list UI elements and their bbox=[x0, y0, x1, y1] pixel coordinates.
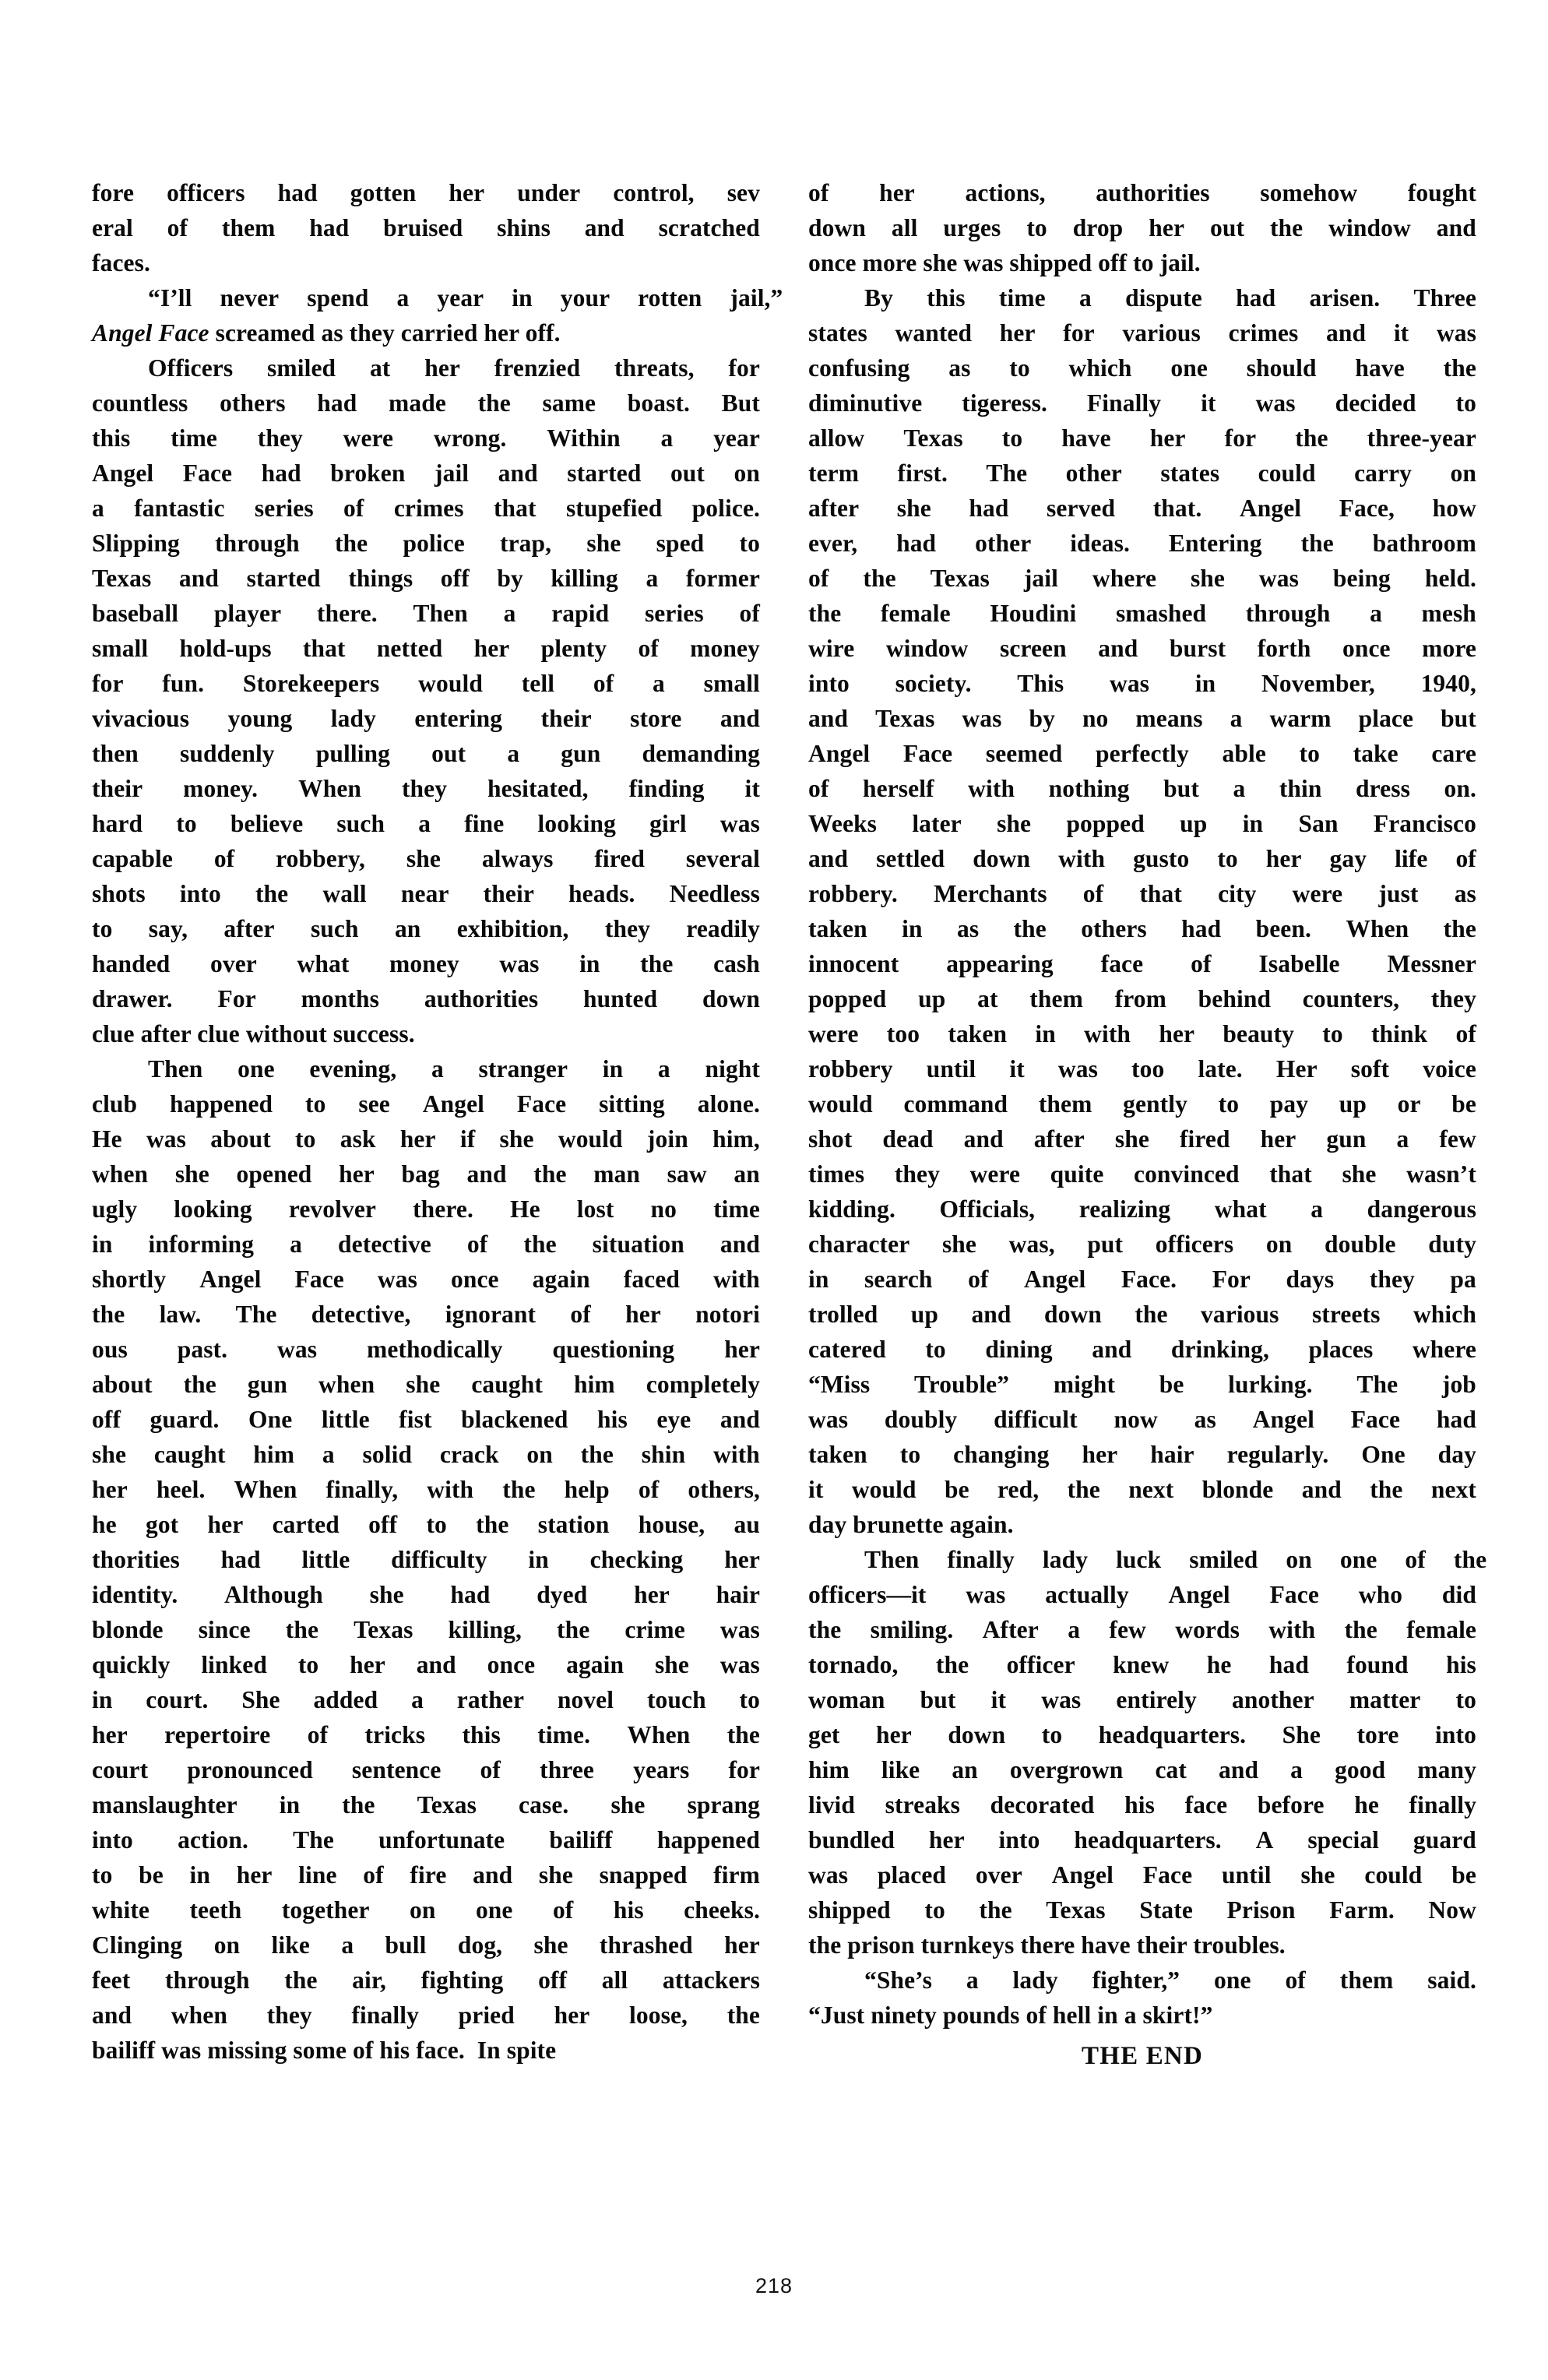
text-line: of herself with nothing but a thin dress on. bbox=[808, 775, 1476, 802]
text-line: Then finally lady luck smiled on one of the bbox=[864, 1546, 1487, 1573]
paragraph bbox=[808, 1542, 1487, 1963]
paragraph bbox=[92, 350, 760, 1051]
text-line: ous past. was methodically questioning her bbox=[92, 1336, 760, 1363]
text-line: livid streaks decorated his face before he finally bbox=[808, 1791, 1476, 1818]
text-line: when she opened her bag and the man saw an bbox=[92, 1160, 760, 1188]
text-line: wire window screen and burst forth once more bbox=[808, 635, 1476, 662]
text-line: ugly looking revolver there. He lost no time bbox=[92, 1195, 760, 1223]
text-line: were too taken in with her beauty to think of bbox=[808, 1020, 1476, 1047]
text-line: kidding. Officials, realizing what a dangerous bbox=[808, 1195, 1476, 1223]
text-line: bundled her into headquarters. A special guard bbox=[808, 1826, 1476, 1854]
text-line: allow Texas to have her for the three-year bbox=[808, 424, 1476, 452]
text-line: was doubly difficult now as Angel Face had bbox=[808, 1406, 1476, 1433]
text-line: to say, after such an exhibition, they readily bbox=[92, 915, 760, 942]
paragraph bbox=[808, 1963, 1476, 2033]
text-line: states wanted her for various crimes and it was bbox=[808, 319, 1476, 347]
paragraph bbox=[92, 175, 760, 280]
text-line: into society. This was in November, 1940, bbox=[808, 670, 1476, 697]
text-line: thorities had little difficulty in checking her bbox=[92, 1546, 760, 1573]
text-line: shortly Angel Face was once again faced with bbox=[92, 1266, 760, 1293]
text-line: off guard. One little fist blackened his eye and bbox=[92, 1406, 760, 1433]
text-line: Angel Face had broken jail and started out on bbox=[92, 459, 760, 487]
text-line: confusing as to which one should have the bbox=[808, 354, 1476, 382]
text-line: drawer. For months authorities hunted down bbox=[92, 985, 760, 1012]
text-line: “Just ninety pounds of hell in a skirt!” bbox=[808, 2002, 1213, 2029]
text-line: trolled up and down the various streets which bbox=[808, 1301, 1476, 1328]
text-line: small hold-ups that netted her plenty of money bbox=[92, 635, 760, 662]
text-line: officers—it was actually Angel Face who did bbox=[808, 1581, 1476, 1608]
text-line: of the Texas jail where she was being held. bbox=[808, 565, 1476, 592]
text-line: in court. She added a rather novel touch to bbox=[92, 1686, 760, 1713]
text-line: was placed over Angel Face until she could be bbox=[808, 1861, 1476, 1889]
text-line: shot dead and after she fired her gun a few bbox=[808, 1125, 1476, 1153]
text-line: robbery until it was too late. Her soft voice bbox=[808, 1055, 1476, 1083]
page-number: 218 bbox=[755, 2274, 793, 2297]
text-line: “I’ll never spend a year in your rotten jail,” bbox=[148, 284, 783, 312]
text-line: this time they were wrong. Within a year bbox=[92, 424, 760, 452]
text-line: and Texas was by no means a warm place but bbox=[808, 705, 1476, 732]
text-line: faces. bbox=[92, 249, 150, 276]
text-line: then suddenly pulling out a gun demanding bbox=[92, 740, 760, 767]
text-line: in informing a detective of the situation and bbox=[92, 1230, 760, 1258]
text-line: in search of Angel Face. For days they pa bbox=[808, 1266, 1476, 1293]
text-line: baseball player there. Then a rapid series of bbox=[92, 600, 760, 627]
text-line: to be in her line of fire and she snapped firm bbox=[92, 1861, 760, 1889]
text-line: the female Houdini smashed through a mesh bbox=[808, 600, 1476, 627]
text-line: shipped to the Texas State Prison Farm. Now bbox=[808, 1896, 1476, 1924]
text-line: By this time a dispute had arisen. Three bbox=[864, 284, 1476, 312]
text-line: quickly linked to her and once again she was bbox=[92, 1651, 760, 1678]
text-line: day brunette again. bbox=[808, 1511, 1014, 1538]
text-line: him like an overgrown cat and a good many bbox=[808, 1756, 1476, 1783]
text-line: woman but it was entirely another matter to bbox=[808, 1686, 1476, 1713]
text-line: and when they finally pried her loose, the bbox=[92, 2002, 760, 2029]
two-column-text-body bbox=[92, 175, 1487, 2076]
text-line: feet through the air, fighting off all attackers bbox=[92, 1966, 760, 1994]
text-line: after she had served that. Angel Face, how bbox=[808, 495, 1476, 522]
text-line: Officers smiled at her frenzied threats, for bbox=[148, 354, 760, 382]
text-line: innocent appearing face of Isabelle Messner bbox=[808, 950, 1476, 977]
text-line: identity. Although she had dyed her hair bbox=[92, 1581, 760, 1608]
text-line: her heel. When finally, with the help of others, bbox=[92, 1476, 760, 1503]
text-line: “Miss Trouble” might be lurking. The job bbox=[808, 1371, 1476, 1398]
text-line: a fantastic series of crimes that stupefied police. bbox=[92, 495, 760, 522]
the-end-marker: THE END bbox=[1081, 2042, 1203, 2070]
text-line: hard to believe such a fine looking girl was bbox=[92, 810, 760, 837]
text-line: the law. The detective, ignorant of her notori bbox=[92, 1301, 760, 1328]
text-line: she caught him a solid crack on the shin with bbox=[92, 1441, 760, 1468]
text-line: capable of robbery, she always fired several bbox=[92, 845, 760, 872]
text-line: bailiff was missing some of his face. In spite bbox=[92, 2037, 557, 2064]
left-text-column bbox=[92, 175, 783, 2076]
text-line: their money. When they hesitated, finding it bbox=[92, 775, 760, 802]
text-line: fore officers had gotten her under control, sev bbox=[92, 179, 760, 206]
text-line: clue after clue without success. bbox=[92, 1020, 415, 1047]
text-line: Texas and started things off by killing a former bbox=[92, 565, 760, 592]
paragraph bbox=[808, 280, 1476, 1542]
text-line: Angel Face seemed perfectly able to take care bbox=[808, 740, 1476, 767]
text-line: get her down to headquarters. She tore into bbox=[808, 1721, 1476, 1748]
text-line: handed over what money was in the cash bbox=[92, 950, 760, 977]
text-line: court pronounced sentence of three years for bbox=[92, 1756, 760, 1783]
text-line: “She’s a lady fighter,” one of them said. bbox=[864, 1966, 1476, 1994]
text-line: it would be red, the next blonde and the next bbox=[808, 1476, 1476, 1503]
text-line: popped up at them from behind counters, they bbox=[808, 985, 1476, 1012]
text-line: Weeks later she popped up in San Francisco bbox=[808, 810, 1476, 837]
paragraph bbox=[808, 175, 1476, 280]
text-line: once more she was shipped off to jail. bbox=[808, 249, 1201, 276]
paragraph bbox=[92, 1051, 760, 2068]
text-line: club happened to see Angel Face sitting alone. bbox=[92, 1090, 760, 1118]
text-line: manslaughter in the Texas case. she sprang bbox=[92, 1791, 760, 1818]
text-line: and settled down with gusto to her gay life of bbox=[808, 845, 1476, 872]
text-line: Slipping through the police trap, she sped to bbox=[92, 530, 760, 557]
text-line: Clinging on like a bull dog, she thrashed her bbox=[92, 1931, 760, 1959]
text-line: of her actions, authorities somehow fought bbox=[808, 179, 1476, 206]
text-line: white teeth together on one of his cheeks. bbox=[92, 1896, 760, 1924]
text-line: catered to dining and drinking, places where bbox=[808, 1336, 1476, 1363]
text-line: times they were quite convinced that she wasn’t bbox=[808, 1160, 1476, 1188]
text-line: the smiling. After a few words with the female bbox=[808, 1616, 1476, 1643]
text-line: he got her carted off to the station house, au bbox=[92, 1511, 760, 1538]
text-line: He was about to ask her if she would join him, bbox=[92, 1125, 760, 1153]
text-line: for fun. Storekeepers would tell of a small bbox=[92, 670, 760, 697]
text-line: down all urges to drop her out the window and bbox=[808, 214, 1476, 241]
text-line: blonde since the Texas killing, the crime was bbox=[92, 1616, 760, 1643]
text-line: tornado, the officer knew he had found his bbox=[808, 1651, 1476, 1678]
text-line: the prison turnkeys there have their troubles. bbox=[808, 1931, 1286, 1959]
text-line: about the gun when she caught him completely bbox=[92, 1371, 760, 1398]
text-line: eral of them had bruised shins and scratched bbox=[92, 214, 760, 241]
text-line: ever, had other ideas. Entering the bathroom bbox=[808, 530, 1476, 557]
text-line: term first. The other states could carry on bbox=[808, 459, 1476, 487]
text-line: vivacious young lady entering their store and bbox=[92, 705, 760, 732]
text-line: robbery. Merchants of that city were just as bbox=[808, 880, 1476, 907]
text-line: shots into the wall near their heads. Needless bbox=[92, 880, 760, 907]
text-line: her repertoire of tricks this time. When the bbox=[92, 1721, 760, 1748]
text-line: Angel Face screamed as they carried her off. bbox=[92, 319, 561, 347]
text-line: countless others had made the same boast. But bbox=[92, 389, 760, 417]
text-line: Then one evening, a stranger in a night bbox=[148, 1055, 760, 1083]
paragraph bbox=[92, 280, 783, 350]
right-text-column bbox=[808, 175, 1487, 2076]
text-line: taken to changing her hair regularly. One day bbox=[808, 1441, 1476, 1468]
text-line: into action. The unfortunate bailiff happened bbox=[92, 1826, 760, 1854]
text-line: diminutive tigeress. Finally it was decided to bbox=[808, 389, 1476, 417]
text-line: would command them gently to pay up or be bbox=[808, 1090, 1476, 1118]
text-line: taken in as the others had been. When the bbox=[808, 915, 1476, 942]
text-line: character she was, put officers on double duty bbox=[808, 1230, 1476, 1258]
